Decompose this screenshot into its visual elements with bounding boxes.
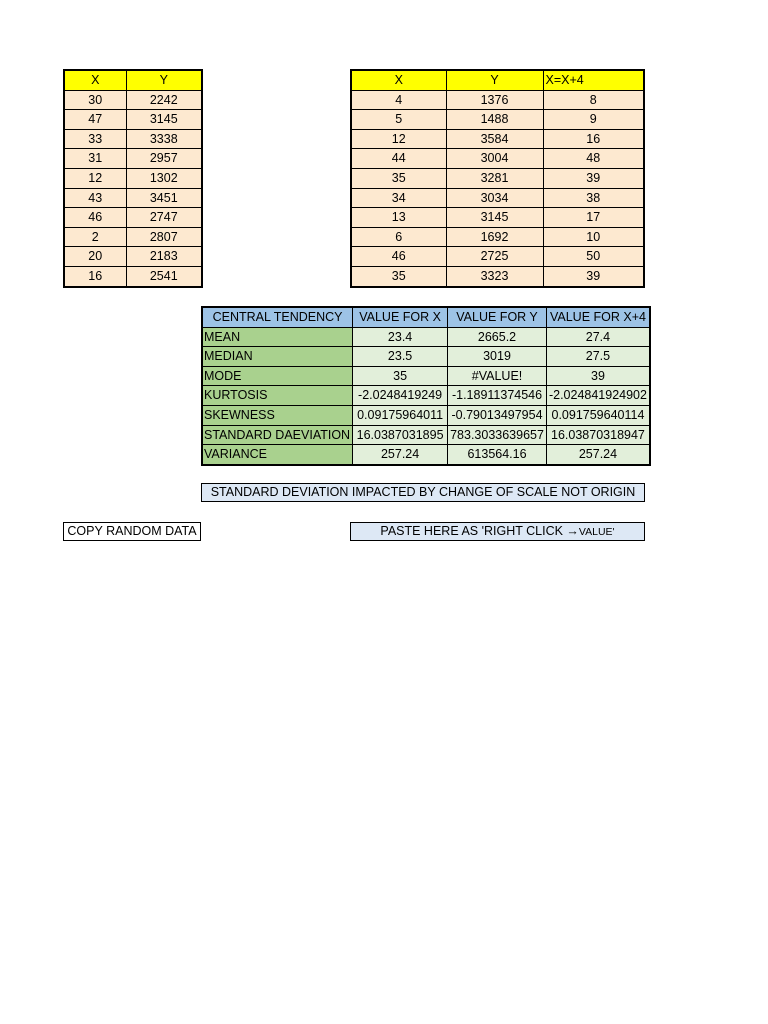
left-cell-y[interactable]: 2183 <box>126 247 202 267</box>
right-table-row <box>351 227 644 247</box>
left-table-header-row <box>64 70 202 90</box>
right-cell-x[interactable]: 34 <box>351 188 446 208</box>
left-cell-y[interactable]: 2957 <box>126 149 202 169</box>
stats-value-x-plus-4[interactable]: 27.4 <box>546 327 650 347</box>
left-cell-x[interactable]: 46 <box>64 208 126 228</box>
stats-row-kurtosis <box>202 386 650 406</box>
left-table-row <box>64 110 202 130</box>
right-cell-x-plus-4[interactable]: 16 <box>543 129 644 149</box>
left-cell-x[interactable]: 31 <box>64 149 126 169</box>
left-cell-y[interactable]: 2541 <box>126 266 202 286</box>
stats-header-x[interactable]: VALUE FOR X <box>353 307 448 327</box>
left-cell-x[interactable]: 43 <box>64 188 126 208</box>
left-table-row <box>64 266 202 286</box>
stats-value-x-plus-4[interactable]: -2.024841924902 <box>546 386 650 406</box>
stats-row-mode <box>202 366 650 386</box>
paste-values-cell[interactable] <box>350 522 645 541</box>
right-cell-x-plus-4[interactable]: 39 <box>543 266 644 286</box>
right-header-x-plus-4[interactable]: X=X+4 <box>543 70 644 90</box>
left-cell-x[interactable]: 33 <box>64 129 126 149</box>
right-table-row <box>351 129 644 149</box>
right-header-x[interactable]: X <box>351 70 446 90</box>
stats-value-y[interactable]: 2665.2 <box>448 327 547 347</box>
right-cell-x-plus-4[interactable]: 8 <box>543 90 644 110</box>
right-cell-x[interactable]: 5 <box>351 110 446 130</box>
left-table-row <box>64 90 202 110</box>
stats-label[interactable]: MODE <box>202 366 353 386</box>
scale-origin-note[interactable]: STANDARD DEVIATION IMPACTED BY CHANGE OF SCALE NOT ORIGIN <box>201 483 645 502</box>
right-header-y[interactable]: Y <box>446 70 543 90</box>
stats-value-y[interactable]: -1.18911374546 <box>448 386 547 406</box>
stats-row-variance <box>202 445 650 465</box>
right-cell-y[interactable]: 3145 <box>446 208 543 228</box>
right-cell-y[interactable]: 3034 <box>446 188 543 208</box>
stats-row-skewness <box>202 405 650 425</box>
stats-label[interactable]: MEDIAN <box>202 347 353 367</box>
stats-header-row <box>202 307 650 327</box>
right-cell-y[interactable]: 1376 <box>446 90 543 110</box>
right-cell-x[interactable]: 35 <box>351 266 446 286</box>
stats-value-y[interactable]: #VALUE! <box>448 366 547 386</box>
left-cell-y[interactable]: 2747 <box>126 208 202 228</box>
left-cell-y[interactable]: 3338 <box>126 129 202 149</box>
right-table-row <box>351 247 644 267</box>
left-cell-y[interactable]: 3145 <box>126 110 202 130</box>
left-header-x[interactable]: X <box>64 70 126 90</box>
paste-instruction-value-text: VALUE' <box>578 526 615 538</box>
left-cell-x[interactable]: 2 <box>64 227 126 247</box>
right-cell-x[interactable]: 35 <box>351 168 446 188</box>
left-cell-x[interactable]: 30 <box>64 90 126 110</box>
stats-row-median <box>202 347 650 367</box>
right-cell-x-plus-4[interactable]: 38 <box>543 188 644 208</box>
right-table-row <box>351 208 644 228</box>
stats-label[interactable]: MEAN <box>202 327 353 347</box>
left-data-table <box>63 69 203 288</box>
right-cell-x[interactable]: 44 <box>351 149 446 169</box>
right-cell-y[interactable]: 3584 <box>446 129 543 149</box>
stats-value-x-plus-4[interactable]: 39 <box>546 366 650 386</box>
left-table-row <box>64 247 202 267</box>
right-table-row <box>351 110 644 130</box>
stats-value-x-plus-4[interactable]: 257.24 <box>546 445 650 465</box>
stats-row-mean <box>202 327 650 347</box>
left-table-row <box>64 227 202 247</box>
right-cell-x[interactable]: 13 <box>351 208 446 228</box>
stats-value-x[interactable]: 23.4 <box>353 327 448 347</box>
right-cell-x-plus-4[interactable]: 9 <box>543 110 644 130</box>
stats-value-x[interactable]: 0.09175964011 <box>353 405 448 425</box>
copy-random-data-cell[interactable]: COPY RANDOM DATA <box>63 522 201 541</box>
right-cell-x[interactable]: 6 <box>351 227 446 247</box>
left-table-row <box>64 168 202 188</box>
stats-label[interactable]: KURTOSIS <box>202 386 353 406</box>
left-header-y[interactable]: Y <box>126 70 202 90</box>
left-cell-x[interactable]: 16 <box>64 266 126 286</box>
stats-value-y[interactable]: 613564.16 <box>448 445 547 465</box>
stats-value-x[interactable]: 23.5 <box>353 347 448 367</box>
right-cell-x-plus-4[interactable]: 10 <box>543 227 644 247</box>
right-cell-x[interactable]: 4 <box>351 90 446 110</box>
right-table-row <box>351 168 644 188</box>
stats-value-x[interactable]: 16.0387031895 <box>353 425 448 445</box>
stats-value-x[interactable]: -2.0248419249 <box>353 386 448 406</box>
right-cell-y[interactable]: 3323 <box>446 266 543 286</box>
left-cell-x[interactable]: 12 <box>64 168 126 188</box>
right-cell-y[interactable]: 3004 <box>446 149 543 169</box>
right-table-row <box>351 90 644 110</box>
left-table-row <box>64 188 202 208</box>
stats-header-y[interactable]: VALUE FOR Y <box>448 307 547 327</box>
stats-value-x-plus-4[interactable]: 16.03870318947 <box>546 425 650 445</box>
right-table-header-row <box>351 70 644 90</box>
left-cell-y[interactable]: 2807 <box>126 227 202 247</box>
right-cell-y[interactable]: 1488 <box>446 110 543 130</box>
left-cell-y[interactable]: 2242 <box>126 90 202 110</box>
stats-value-y[interactable]: 783.3033639657 <box>448 425 547 445</box>
stats-value-y[interactable]: 3019 <box>448 347 547 367</box>
right-table-row <box>351 149 644 169</box>
left-cell-x[interactable]: 47 <box>64 110 126 130</box>
right-cell-x-plus-4[interactable]: 39 <box>543 168 644 188</box>
right-data-table <box>350 69 645 288</box>
right-cell-x[interactable]: 12 <box>351 129 446 149</box>
stats-label[interactable]: SKEWNESS <box>202 405 353 425</box>
stats-value-x-plus-4[interactable]: 0.091759640114 <box>546 405 650 425</box>
right-cell-y[interactable]: 2725 <box>446 247 543 267</box>
central-tendency-table <box>201 306 651 466</box>
right-table-row <box>351 188 644 208</box>
left-cell-y[interactable]: 1302 <box>126 168 202 188</box>
right-cell-y[interactable]: 1692 <box>446 227 543 247</box>
left-cell-x[interactable]: 20 <box>64 247 126 267</box>
stats-value-x-plus-4[interactable]: 27.5 <box>546 347 650 367</box>
stats-label[interactable]: STANDARD DAEVIATION <box>202 425 353 445</box>
right-table-row <box>351 266 644 286</box>
right-cell-y[interactable]: 3281 <box>446 168 543 188</box>
right-cell-x[interactable]: 46 <box>351 247 446 267</box>
left-table-row <box>64 208 202 228</box>
paste-instruction-text: PASTE HERE AS 'RIGHT CLICK → <box>380 524 579 538</box>
stats-label[interactable]: VARIANCE <box>202 445 353 465</box>
left-cell-y[interactable]: 3451 <box>126 188 202 208</box>
stats-header-measure[interactable]: CENTRAL TENDENCY <box>202 307 353 327</box>
stats-row-standard-deviation <box>202 425 650 445</box>
stats-value-x[interactable]: 35 <box>353 366 448 386</box>
right-cell-x-plus-4[interactable]: 50 <box>543 247 644 267</box>
stats-header-x-plus-4[interactable]: VALUE FOR X+4 <box>546 307 650 327</box>
left-table-row <box>64 129 202 149</box>
right-cell-x-plus-4[interactable]: 17 <box>543 208 644 228</box>
right-cell-x-plus-4[interactable]: 48 <box>543 149 644 169</box>
stats-value-y[interactable]: -0.79013497954 <box>448 405 547 425</box>
left-table-row <box>64 149 202 169</box>
stats-value-x[interactable]: 257.24 <box>353 445 448 465</box>
